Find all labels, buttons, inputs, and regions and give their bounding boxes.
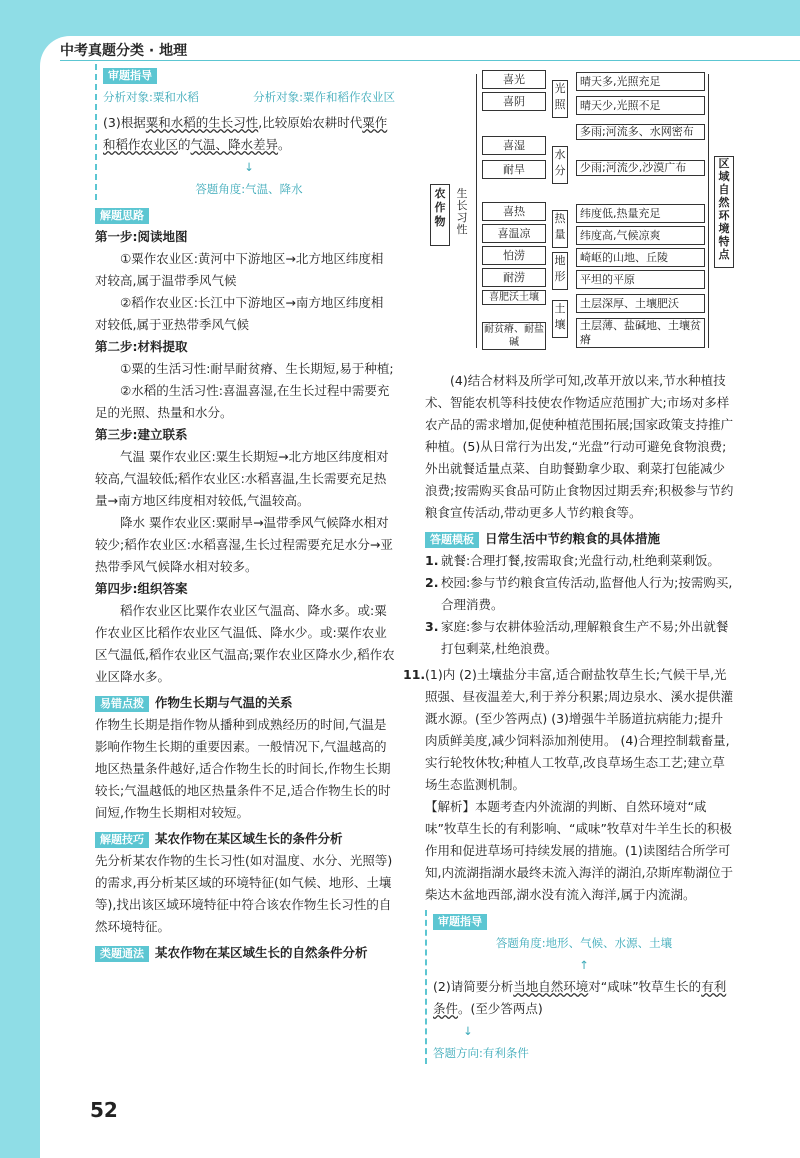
crop-box: 耐旱 — [482, 160, 546, 179]
list-item: 2. 校园:参与节约粮食宣传活动,监督他人行为;按需购买,合理消费。 — [425, 575, 733, 612]
list-item: 3. 家庭:参与农耕体验活动,理解粮食生产不易;外出就餐打包剩菜,杜绝浪费。 — [425, 619, 729, 656]
shenti-box-2 — [425, 910, 735, 1064]
right-column — [403, 370, 735, 1064]
crop-box: 喜热 — [482, 202, 546, 221]
crop-box: 喜湿 — [482, 136, 546, 155]
step-heading: 第四步:组织答案 — [95, 581, 188, 596]
diagram-region: 区域自然环境特点 — [714, 156, 734, 268]
condition-box: 纬度低,热量充足 — [576, 204, 705, 223]
diagram-center: 农作物 — [430, 184, 450, 246]
condition-box: 平坦的平原 — [576, 270, 705, 289]
question-11-answer: 11. (1)内 (2)土壤盐分丰富,适合耐盐牧草生长;气候干旱,光照强、昼夜温差大,利于养分积累;周边泉水、溪水提供灌溉水源。(至少答两点) (3)增强牛羊肠道抗病能力;提升肉质鲜美度,减少饲料添加剂使用。 (4)合理控制载畜量,实行轮牧休牧;种植人工牧草,改良草场生态工艺;建立草场生态监测机制。 — [425, 664, 735, 796]
answer-paragraph: (4)结合材料及所学可知,改革开放以来,节水种植技术、智能农机等科技使农作物适应范围扩大;市场对多样农产品的需求增加,促使种植范围拓展;国家政策支持推广种植。(5)从日常行为出发,“光盘”行动可避免食物浪费;外出就餐适量点菜、自助餐勤拿少取、剩菜打包能减少浪费;按需购买食品可防止食物因过期丢弃;积极参与节约粮食宣传活动,带动更多人节约粮食等。 — [425, 373, 734, 520]
question-2: (2)请简要分析当地自然环境对“咸味”牧草生长的有利条件。(至少答两点) — [433, 979, 727, 1016]
section-title: 作物生长期与气温的关系 — [155, 695, 293, 710]
section-title: 日常生活中节约粮食的具体措施 — [485, 531, 661, 546]
badge-jiqiao: 解题技巧 — [95, 832, 149, 848]
crop-box: 耐涝 — [482, 268, 546, 287]
annotation: 答题方向:有利条件 — [433, 1046, 529, 1060]
list-item: 1. 就餐:合理打餐,按需取食;光盘行动,杜绝剩菜剩饭。 — [425, 553, 720, 568]
condition-box: 多雨;河流多、水网密布 — [576, 124, 705, 140]
paragraph: 稻作农业区比粟作农业区气温高、降水多。或:粟作农业区比稻作农业区气温低、降水少。或:粟作农业区气温低,稻作农业区气温高;粟作农业区降水少,稻作农业区降水多。 — [95, 603, 395, 684]
factor-box: 地形 — [552, 252, 568, 290]
paragraph: 先分析某农作物的生长习性(如对温度、水分、光照等)的需求,再分析某区域的环境特征(如气候、地形、土壤等),找出该区域环境特征中符合该农作物生长习性的自然环境特征。 — [95, 853, 393, 934]
crop-box: 喜肥沃土壤 — [482, 290, 546, 305]
question-3: (3)根据粟和水稻的生长习性,比较原始农耕时代粟作和稻作农业区的气温、降水差异。 — [103, 115, 388, 152]
paragraph: 气温 粟作农业区:粟生长期短→北方地区纬度相对较高,气温较低;稻作农业区:水稻喜温,生长需要充足热量→南方地区纬度相对较低,气温较高。 — [95, 449, 389, 508]
paragraph: ①粟的生活习性:耐旱耐贫瘠、生长期短,易于种植; — [120, 361, 394, 376]
section-title: 某农作物在某区域生长的自然条件分析 — [155, 945, 368, 960]
annotation: 答题角度:气温、降水 — [195, 182, 303, 196]
paragraph: ②水稻的生活习性:喜温喜湿,在生长过程中需要充足的光照、热量和水分。 — [95, 383, 390, 420]
crop-box: 喜阴 — [482, 92, 546, 111]
condition-box: 崎岖的山地、丘陵 — [576, 248, 705, 267]
factor-box: 光照 — [552, 80, 568, 118]
annotation: 分析对象:粟和水稻 — [103, 90, 199, 104]
factor-box: 热量 — [552, 210, 568, 248]
condition-box: 少雨;河流少,沙漠广布 — [576, 160, 705, 176]
badge-yicuo: 易错点拨 — [95, 696, 149, 712]
header-divider — [60, 60, 800, 61]
paragraph: 作物生长期是指作物从播种到成熟经历的时间,气温是影响作物生长期的重要因素。一般情况下,气温越高的地区热量条件越好,适合作物生长的时间长,作物生长期较长;气温越低的地区热量条件不足,适合作物生长的时间短,作物生长期相对较短。 — [95, 717, 391, 820]
annotation: 答题角度:地形、气候、水源、土壤 — [495, 936, 673, 950]
badge-leiti: 类题通法 — [95, 946, 149, 962]
step-heading: 第三步:建立联系 — [95, 427, 188, 442]
badge-shenti: 审题指导 — [103, 68, 157, 84]
factor-box: 水分 — [552, 146, 568, 184]
shenti-box-1 — [95, 64, 395, 200]
badge-silu: 解题思路 — [95, 208, 149, 224]
crop-box: 怕涝 — [482, 246, 546, 265]
crop-box: 耐贫瘠、耐盐碱 — [484, 324, 544, 348]
annotation: 分析对象:粟作和稻作农业区 — [253, 90, 395, 104]
step-heading: 第二步:材料提取 — [95, 339, 188, 354]
condition-box: 土层深厚、土壤肥沃 — [576, 294, 705, 313]
section-title: 某农作物在某区域生长的条件分析 — [155, 831, 343, 846]
condition-box: 晴天少,光照不足 — [576, 96, 705, 115]
analysis-paragraph: 【解析】本题考查内外流湖的判断、自然环境对“咸味”牧草生长的有利影响、“咸味”牧草对牛羊生长的积极作用和促进草场可持续发展的措施。(1)读图结合所学可知,内流湖指湖水最终未流入海洋的湖泊,尕斯库勒湖位于柴达木盆地西部,湖水没有流入海洋,属于内流湖。 — [425, 799, 733, 902]
badge-moban: 答题模板 — [425, 532, 479, 548]
arrow-down-icon: ↓ — [244, 160, 254, 174]
crop-environment-diagram — [430, 66, 740, 366]
page-number: 52 — [90, 1098, 118, 1122]
arrow-down-icon: ↓ — [463, 1024, 473, 1038]
condition-box: 土层薄、盐碱地、土壤贫瘠 — [576, 318, 705, 348]
diagram-habit: 生长习性 — [454, 188, 470, 236]
connector — [476, 74, 477, 348]
paragraph: 降水 粟作农业区:粟耐旱→温带季风气候降水相对较少;稻作农业区:水稻喜湿,生长过程需要充足水分→亚热带季风气候降水相对较多。 — [95, 515, 393, 574]
crop-box: 喜温凉 — [482, 224, 546, 243]
condition-box: 晴天多,光照充足 — [576, 72, 705, 91]
arrow-up-icon: ↑ — [579, 958, 589, 972]
crop-box: 喜光 — [482, 70, 546, 89]
question-number: 11. — [403, 667, 426, 682]
condition-box: 纬度高,气候凉爽 — [576, 226, 705, 245]
paragraph: ①粟作农业区:黄河中下游地区→北方地区纬度相对较高,属于温带季风气候 — [95, 251, 384, 288]
badge-shenti: 审题指导 — [433, 914, 487, 930]
factor-box: 土壤 — [552, 300, 568, 338]
connector — [708, 74, 709, 348]
left-column — [95, 64, 395, 964]
header-title: 中考真题分类 · 地理 — [60, 43, 188, 59]
paragraph: ②稻作农业区:长江中下游地区→南方地区纬度相对较低,属于亚热带季风气候 — [95, 295, 384, 332]
step-heading: 第一步:阅读地图 — [95, 229, 188, 244]
